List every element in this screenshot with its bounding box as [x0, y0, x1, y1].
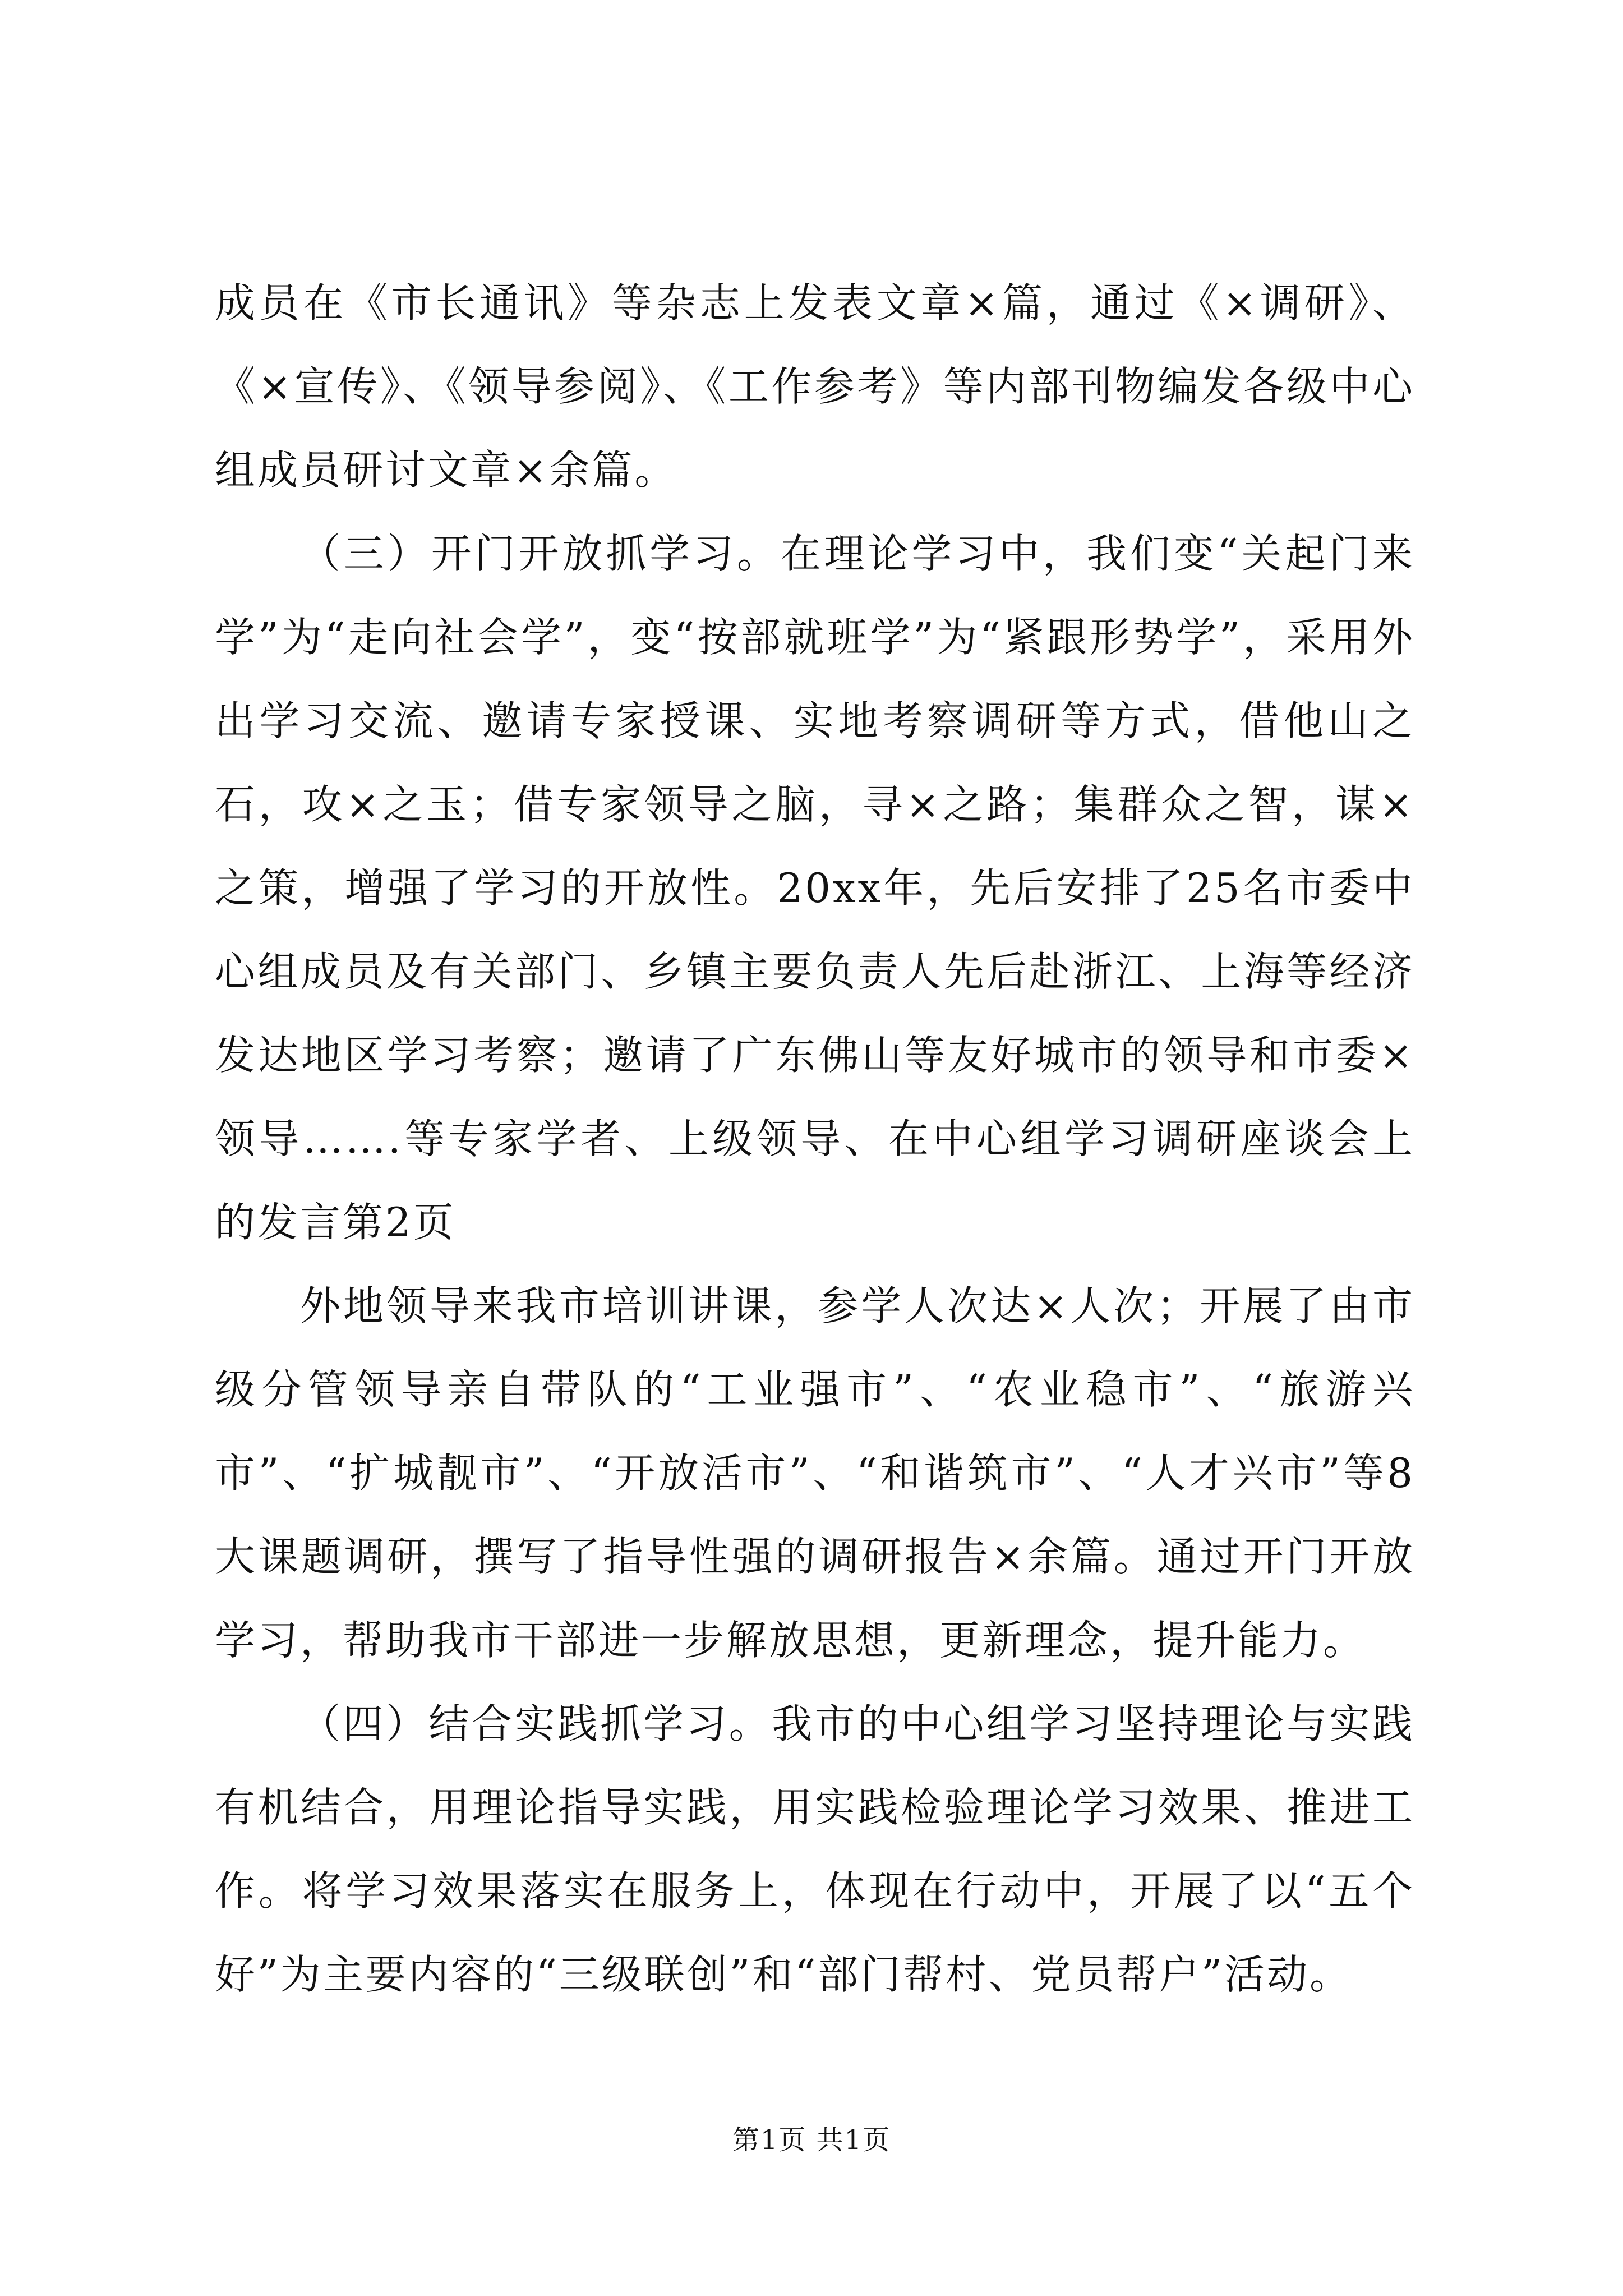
paragraph-3: 外地领导来我市培训讲课，参学人次达×人次；开展了由市级分管领导亲自带队的“工业强市”、“农业稳市”、“旅游兴市”、“扩城靓市”、“开放活市”、“和谐筑市”、“人才兴市”等8大课题调研，撰写了指导性强的调研报告×余篇。通过开门开放学习，帮助我市干部进一步解放思想，更新理念，提升能力。 [215, 1282, 1415, 1664]
page-footer: 第1页 共1页 [732, 2124, 891, 2156]
paragraph-2: （三）开门开放抓学习。在理论学习中，我们变“关起门来学”为“走向社会学”，变“按部就班学”为“紧跟形势学”，采用外出学习交流、邀请专家授课、实地考察调研等方式，借他山之石，攻×之玉；借专家领导之脑，寻×之路；集群众之智，谋×之策，增强了学习的开放性。20xx年，先后安排了25名市委中心组成员及有关部门、乡镇主要负责人先后赴浙江、上海等经济发达地区学习考察；邀请了广东佛山等友好城市的领导和市委×领导…….等专家学者、上级领导、在中心组学习调研座谈会上的发言第2页 [215, 530, 1415, 1246]
paragraph-4: （四）结合实践抓学习。我市的中心组学习坚持理论与实践有机结合，用理论指导实践，用实践检验理论学习效果、推进工作。将学习效果落实在服务上，体现在行动中，开展了以“五个好”为主要内容的“三级联创”和“部门帮村、党员帮户”活动。 [215, 1700, 1415, 1998]
document-body [215, 261, 1415, 2017]
paragraph-1: 成员在《市长通讯》等杂志上发表文章×篇，通过《×调研》、《×宣传》、《领导参阅》、《工作参考》等内部刊物编发各级中心组成员研讨文章×余篇。 [215, 279, 1415, 494]
